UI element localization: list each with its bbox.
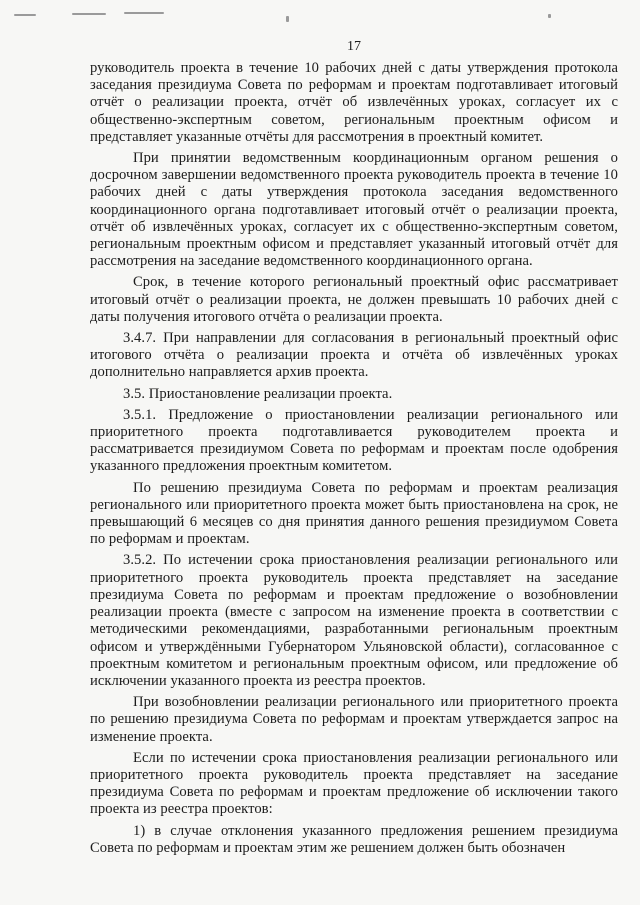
scan-artifact: [14, 14, 36, 16]
paragraph: По решению президиума Совета по реформам и проектам реализация регионального или приоритетного проекта может быть приостановлена на срок, не превышающий 6 месяцев со дня принятия данного решения президиумом Совета по реформам и проектам.: [90, 479, 618, 548]
scan-artifact: [548, 14, 551, 18]
paragraph: 3.5.1. Предложение о приостановлении реализации регионального или приоритетного проекта подготавливается руководителем проекта и рассматривается президиумом Совета по реформам и проектам после одобрения указанного предложения проектным комитетом.: [90, 406, 618, 475]
paragraph: Если по истечении срока приостановления реализации регионального или приоритетного проекта руководитель проекта представляет на заседание президиума Совета по реформам и проектам предложение об исключении такого проекта из реестра проектов:: [90, 749, 618, 818]
document-body: [90, 60, 618, 857]
paragraph: При возобновлении реализации регионального или приоритетного проекта по решению президиума Совета по реформам и проектам утверждается запрос на изменение проекта.: [90, 694, 618, 745]
paragraph: 3.5.2. По истечении срока приостановления реализации регионального или приоритетного проекта руководитель проекта представляет на заседание президиума Совета по реформам и проектам предложение о возобновлении реализации проекта (вместе с запросом на изменение проекта в соответствии с методическими рекомендациями, разработанными региональным проектным офисом и утверждёнными Губернатором Ульяновской области), согласованное с проектным комитетом и региональным проектным офисом, или предложение об исключении указанного проекта из реестра проектов.: [90, 552, 618, 689]
scan-artifact: [72, 13, 106, 15]
paragraph: При принятии ведомственным координационным органом решения о досрочном завершении ведомственного проекта руководитель проекта в течение 10 рабочих дней с даты утверждения протокола заседания ведомственного координационного органа подготавливает итоговый отчёт о реализации проекта, отчёт об извлечённых уроках, согласует их с общественно-экспертным советом, региональным проектным офисом и представляет указанный итоговый отчёт для рассмотрения на заседание ведомственного координационного органа.: [90, 150, 618, 270]
paragraph: Срок, в течение которого региональный проектный офис рассматривает итоговый отчёт о реализации проекта, не должен превышать 10 рабочих дней с даты получения итогового отчёта о реализации проекта.: [90, 274, 618, 325]
paragraph: руководитель проекта в течение 10 рабочих дней с даты утверждения протокола заседания президиума Совета по реформам и проектам подготавливает итоговый отчёт о реализации проекта, отчёт об извлечённых уроках, согласует их с общественно-экспертным советом, региональным проектным офисом и представляет указанные отчёты для рассмотрения в проектный комитет.: [90, 60, 618, 145]
paragraph: 3.4.7. При направлении для согласования в региональный проектный офис итогового отчёта о реализации проекта и отчёта об извлечённых уроках дополнительно направляется архив проекта.: [90, 330, 618, 381]
page-number: 17: [347, 39, 361, 54]
scan-artifact: [124, 12, 164, 14]
section-heading: 3.5. Приостановление реализации проекта.: [123, 385, 393, 402]
paragraph: 1) в случае отклонения указанного предложения решением президиума Совета по реформам и проектам этим же решением должен быть обозначен: [90, 822, 618, 856]
scan-artifact: [286, 16, 289, 22]
